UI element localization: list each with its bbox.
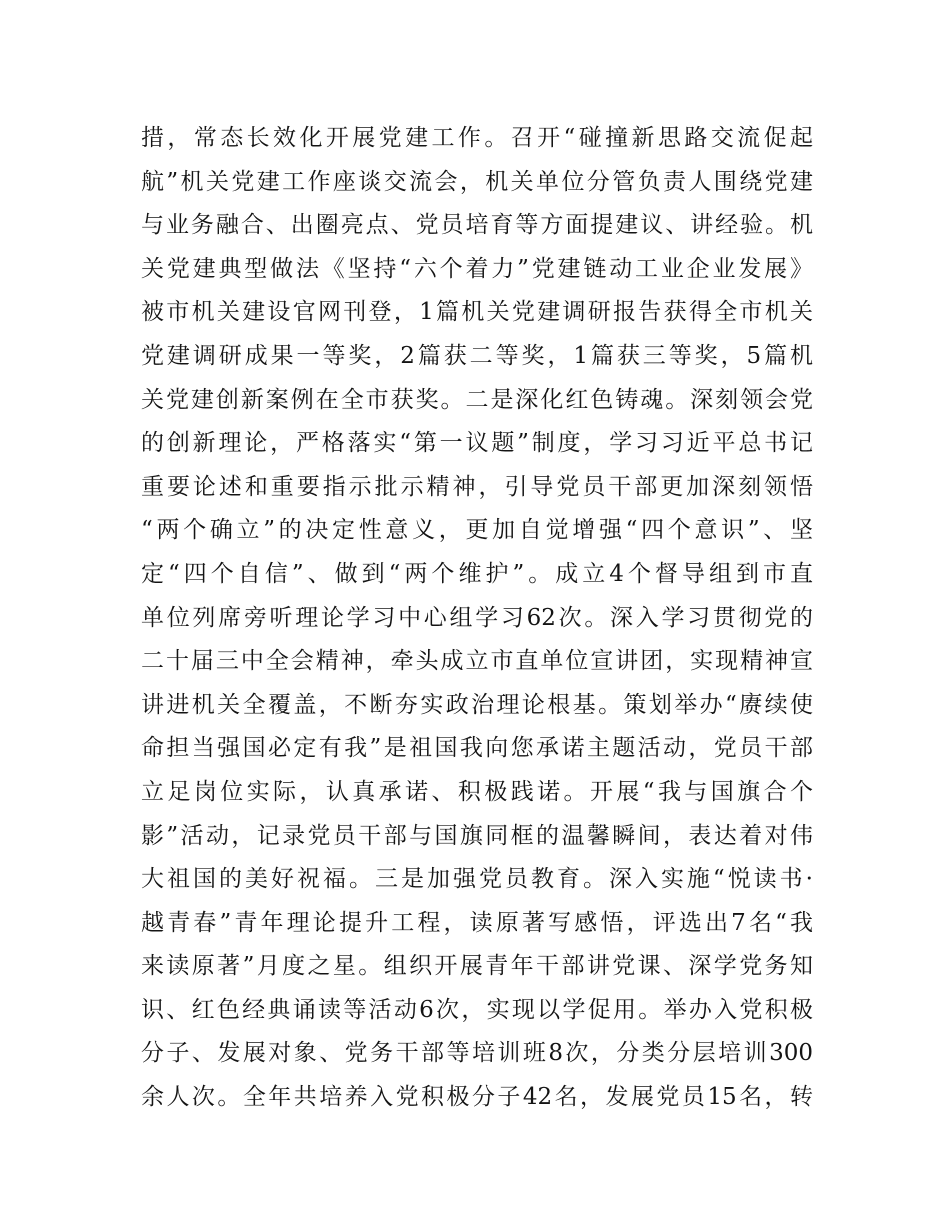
text-line: “两个确立”的决定性意义，更加自觉增强“四个意识”、坚 <box>141 517 813 544</box>
text-line: 立足岗位实际，认真承诺、积极践诺。开展“我与国旗合个 <box>141 778 813 805</box>
text-line: 航”机关党建工作座谈交流会，机关单位分管负责人围绕党建 <box>141 168 813 195</box>
text-line: 讲进机关全覆盖，不断夯实政治理论根基。策划举办“赓续使 <box>141 691 813 718</box>
text-line: 关党建典型做法《坚持“六个着力”党建链动工业企业发展》 <box>141 255 813 282</box>
text-line: 与业务融合、出圈亮点、党员培育等方面提建议、讲经验。机 <box>141 212 813 239</box>
text-line: 被市机关建设官网刊登，1篇机关党建调研报告获得全市机关 <box>141 299 813 326</box>
text-line: 分子、发展对象、党务干部等培训班8次，分类分层培训300 <box>141 1040 813 1067</box>
text-line: 大祖国的美好祝福。三是加强党员教育。深入实施“悦读书· <box>141 866 813 893</box>
text-line: 党建调研成果一等奖，2篇获二等奖，1篇获三等奖，5篇机 <box>141 342 813 369</box>
text-line: 识、红色经典诵读等活动6次，实现以学促用。举办入党积极 <box>141 996 813 1023</box>
text-line: 越青春”青年理论提升工程，读原著写感悟，评选出7名“我 <box>141 909 813 936</box>
text-line: 定“四个自信”、做到“两个维护”。成立4个督导组到市直 <box>141 560 813 587</box>
text-line: 命担当强国必定有我”是祖国我向您承诺主题活动，党员干部 <box>141 735 813 762</box>
text-line: 措，常态长效化开展党建工作。召开“碰撞新思路交流促起 <box>141 125 813 151</box>
body-paragraph <box>141 117 813 1120</box>
text-line: 来读原著”月度之星。组织开展青年干部讲党课、深学党务知 <box>141 953 813 980</box>
text-line: 单位列席旁听理论学习中心组学习62次。深入学习贯彻党的 <box>141 604 813 631</box>
text-line: 余人次。全年共培养入党积极分子42名，发展党员15名，转 <box>141 1084 813 1111</box>
text-line: 二十届三中全会精神，牵头成立市直单位宣讲团，实现精神宣 <box>141 648 813 675</box>
text-line: 影”活动，记录党员干部与国旗同框的温馨瞬间，表达着对伟 <box>141 822 813 849</box>
text-line: 重要论述和重要指示批示精神，引导党员干部更加深刻领悟 <box>141 473 813 500</box>
text-line: 的创新理论，严格落实“第一议题”制度，学习习近平总书记 <box>141 430 813 457</box>
text-line: 关党建创新案例在全市获奖。二是深化红色铸魂。深刻领会党 <box>141 386 813 413</box>
